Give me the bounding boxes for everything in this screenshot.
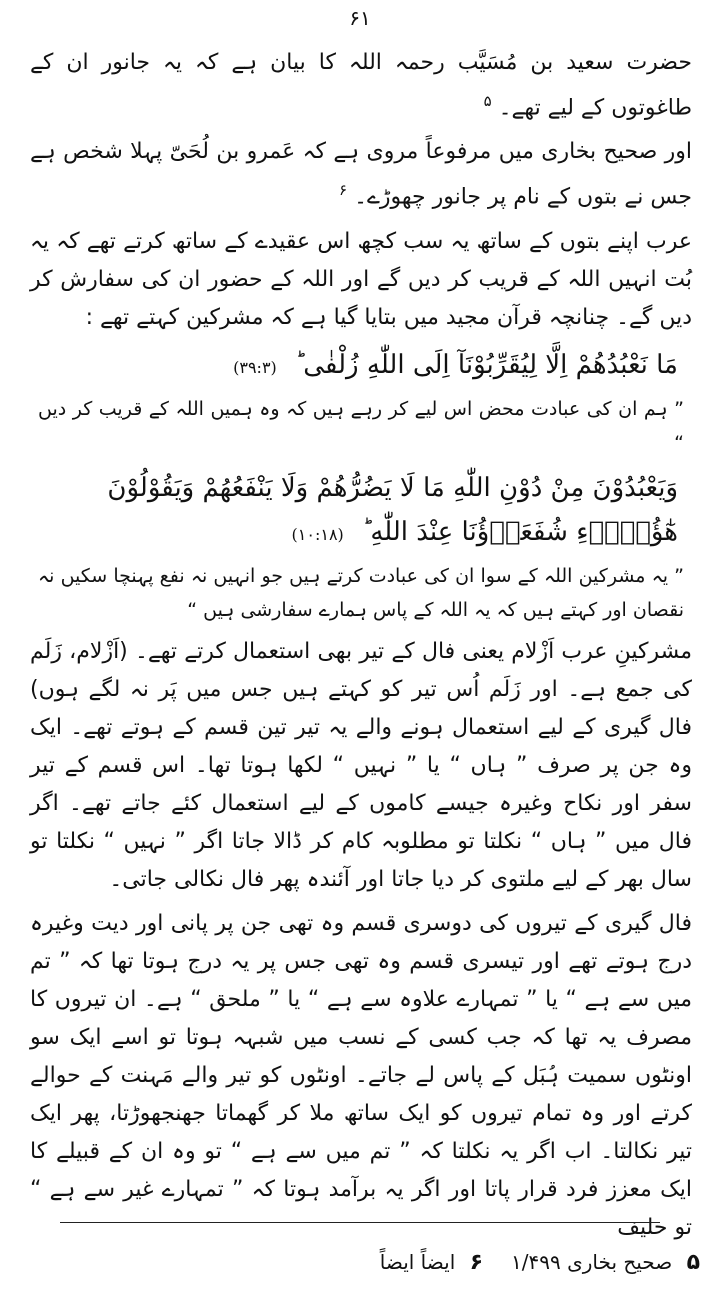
paragraph: فال گیری کے تیروں کی دوسری قسم وہ تھی جن پر پانی اور دیت وغیرہ درج ہوتے تھے اور تیسری قسم وہ تھی جس پر یہ درج ہوتا تھا کہ ” تم میں سے ہے “ یا ” تمہارے علاوہ سے ہے “ یا ” ملحق “ ہے۔ ان تیروں کا مصرف یہ تھا کہ جب کسی کے نسب میں شبہہ ہوتا تو اسے ایک سو اونٹوں سمیت ہُبَل کے پاس لے جاتے۔ اونٹوں کو تیر والے مَہنت کے حوالے کرتے اور وہ تمام تیروں کو ایک ساتھ ملا کر گھماتا جھنجھوڑتا، پھر ایک تیر نکالتا۔ اب اگر یہ نکلتا کہ ” تم میں سے ہے “ تو وہ ان کے قبیلے کا ایک معزز فرد قرار پاتا اور اگر یہ برآمد ہوتا کہ ” تمہارے غیر سے ہے “ تو حلیف	[30, 910, 692, 1240]
footnote-marker: ۵	[483, 92, 492, 110]
page-number: ۶۱	[349, 6, 371, 30]
footnote-divider	[60, 1222, 660, 1223]
footnote-text: صحیح بخاری ۱/۴۹۹	[511, 1250, 673, 1274]
footnotes	[200, 1250, 700, 1275]
verse-translation: ” یہ مشرکین اللہ کے سوا ان کی عبادت کرتے ہیں جو انہیں نہ نفع پہنچا سکیں نہ نقصان اور کہتے ہیں کہ یہ اللہ کے پاس ہمارے سفارشی ہیں “	[38, 564, 684, 621]
paragraph-text: اور صحیح بخاری میں مرفوعاً مروی ہے کہ عَمرو بن لُحَیّ پہلا شخص ہے جس نے بتوں کے نام پر جانور چھوڑے۔	[30, 139, 692, 210]
verse-text: مَا نَعْبُدُهُمْ اِلَّا لِيُقَرِّبُوْنَآ اِلَى اللّٰهِ زُلْفٰى ؕ	[295, 349, 678, 380]
footnote-marker: ۶	[339, 181, 348, 200]
verse-translation: ” ہم ان کی عبادت محض اس لیے کر رہے ہیں کہ وہ ہمیں اللہ کے قریب کر دیں “	[38, 397, 684, 454]
footnote-text: ایضاً ایضاً	[379, 1250, 456, 1274]
verse-text: وَيَعْبُدُوْنَ مِنْ دُوْنِ اللّٰهِ مَا لَا يَضُرُّهُمْ وَلَا يَنْفَعُهُمْ وَيَقُوْلُوْنَ هٰٓؤُلَاۗءِ شُفَعَاۗؤُنَا عِنْدَ اللّٰهِ ؕ	[107, 472, 678, 547]
footnote-number: ۵	[686, 1250, 700, 1275]
paragraph	[30, 223, 692, 337]
paragraph	[30, 44, 692, 127]
paragraph	[30, 133, 692, 216]
page-body	[30, 44, 692, 1253]
paragraph: مشرکینِ عرب اَزْلام یعنی فال کے تیر بھی استعمال کرتے تھے۔ (اَزْلام، زَلَم کی جمع ہے۔ اور زَلَم اُس تیر کو کہتے ہیں جس میں پَر نہ لگے ہوں) فال گیری کے لیے استعمال ہونے والے یہ تیر تین قسم کے ہوتے تھے۔ ایک وہ جن پر صرف ” ہاں “ یا ” نہیں “ لکھا ہوتا تھا۔ اس قسم کے تیر سفر اور نکاح وغیرہ جیسے کاموں کے لیے استعمال کئے جاتے تھے۔ اگر فال میں ” ہاں “ نکلتا تو مطلوبہ کام کر ڈالا جاتا اگر ” نہیں “ نکلتا تو سال بھر کے لیے ملتوی کر دیا جاتا اور آئندہ پھر فال نکالی جاتی۔	[30, 638, 692, 892]
paragraph-text: حضرت سعید بن مُسَیَّب رحمہ اللہ کا بیان ہے کہ یہ جانور ان کے طاغوتوں کے لیے تھے۔	[30, 50, 692, 121]
quran-verse	[44, 343, 678, 390]
verse-reference: (۳۹:۳)	[233, 357, 277, 377]
footnote	[380, 1250, 483, 1275]
paragraph-text: عرب اپنے بتوں کے ساتھ یہ سب کچھ اس عقیدے کے ساتھ کرتے تھے کہ یہ بُت انہیں اللہ کے قریب کر دیں گے اور اللہ کے حضور ان کی سفارش کر دیں گے۔ چنانچہ قرآن مجید میں بتایا گیا ہے کہ مشرکین کہتے تھے :	[30, 228, 692, 330]
footnote-number: ۶	[469, 1250, 484, 1275]
footnote	[511, 1250, 700, 1275]
verse-reference: (۱۰:۱۸)	[291, 524, 344, 544]
quran-verse	[44, 466, 678, 557]
